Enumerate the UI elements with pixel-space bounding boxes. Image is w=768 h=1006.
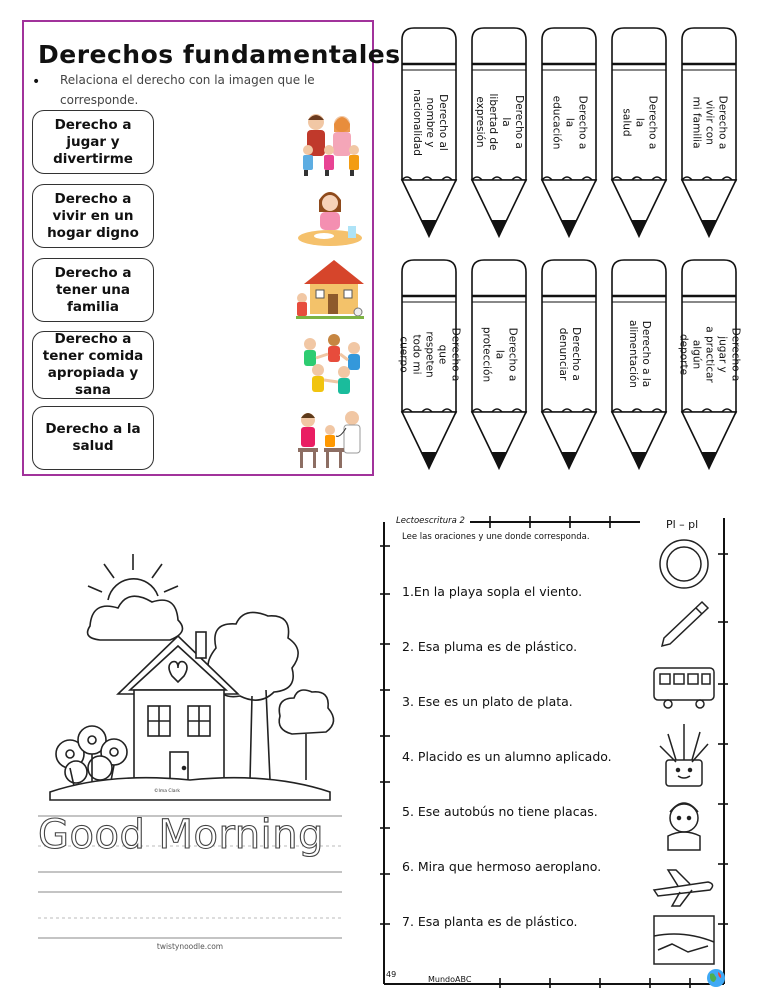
pencil-card: [468, 24, 530, 246]
good-morning-sheet: [30, 540, 350, 960]
pencil-label: Derecho a la salud: [620, 95, 659, 149]
footer-brand: MundoABC: [428, 975, 472, 984]
derechos-worksheet: [22, 20, 401, 476]
pencil-label: Derecho a que respeten todo mi cuerpo: [397, 327, 462, 381]
artist-credit: ©Ima Clark: [154, 789, 181, 794]
pen-icon: [662, 602, 708, 646]
airplane-icon: [654, 870, 713, 906]
sentence-7: 7. Esa planta es de plástico.: [402, 914, 578, 929]
pencil-card: [468, 256, 530, 478]
globe-icon: [706, 968, 726, 988]
student-icon: [668, 803, 700, 850]
sentence-1: 1.En la playa sopla el viento.: [402, 584, 583, 599]
house-coloring-picture: [30, 540, 350, 810]
sheet-header: Lectoescritura 2: [396, 516, 465, 526]
pencil-card: [608, 256, 670, 478]
pencil-card: [538, 24, 600, 246]
sentence-2: 2. Esa pluma es de plástico.: [402, 639, 578, 654]
sheet-instruction: Lee las oraciones y une donde corresponda.: [402, 532, 590, 542]
instruction-text: Relaciona el derecho con la imagen que le corresponde.: [60, 73, 315, 107]
pencil-card: [398, 24, 460, 246]
girl-eating-icon: [294, 182, 366, 250]
right-box-4: Derecho a tener comida apropiada y sana: [32, 331, 154, 399]
pencil-card: [678, 24, 740, 246]
pencil-card: [538, 256, 600, 478]
family-icon: [294, 110, 366, 178]
sentence-6: 6. Mira que hermoso aeroplano.: [402, 859, 602, 874]
right-box-5: Derecho a la salud: [32, 406, 154, 470]
pencil-label: Derecho a jugar y a practicar algún deporte: [677, 325, 742, 383]
pencil-card: [678, 256, 740, 478]
tracing-text: Good Morning: [38, 812, 324, 858]
pencil-label: Derecho a la educación: [550, 95, 589, 149]
picture-column: [648, 538, 718, 978]
pencil-label: Derecho a la libertad de expresión: [474, 93, 525, 151]
doctor-visit-icon: [294, 404, 366, 472]
lectoescritura-sheet: [380, 514, 728, 988]
pencil-label: Derecho al nombre y nacionalidad: [410, 88, 449, 156]
right-box-3: Derecho a tener una familia: [32, 258, 154, 322]
source-credit: twistynoodle.com: [156, 942, 224, 951]
page-number: 49: [386, 970, 397, 979]
pencil-label: Derecho a denunciar: [557, 327, 582, 381]
house-icon: [294, 254, 366, 322]
pencil-card: [398, 256, 460, 478]
pencil-label: Derecho a la alimentación: [627, 320, 652, 388]
syllable-label: Pl – pl: [666, 518, 699, 531]
plant-icon: [660, 724, 708, 786]
pencil-label: Derecho a vivir con mi familia: [690, 95, 729, 149]
sentence-5: 5. Ese autobús no tiene placas.: [402, 804, 598, 819]
sentence-3: 3. Ese es un plato de plata.: [402, 694, 573, 709]
beach-icon: [654, 916, 714, 964]
pencil-card: [608, 24, 670, 246]
right-box-2: Derecho a vivir en un hogar digno: [32, 184, 154, 248]
sentence-4: 4. Placido es un alumno aplicado.: [402, 749, 612, 764]
right-box-1: Derecho a jugar y divertirme: [32, 110, 154, 174]
children-playing-icon: [294, 330, 366, 398]
plate-icon: [660, 540, 708, 588]
bullet: •: [32, 74, 41, 90]
bus-icon: [654, 668, 714, 708]
pencil-label: Derecho a la protección: [480, 326, 519, 382]
worksheet-title: Derechos fundamentales: [38, 40, 401, 69]
